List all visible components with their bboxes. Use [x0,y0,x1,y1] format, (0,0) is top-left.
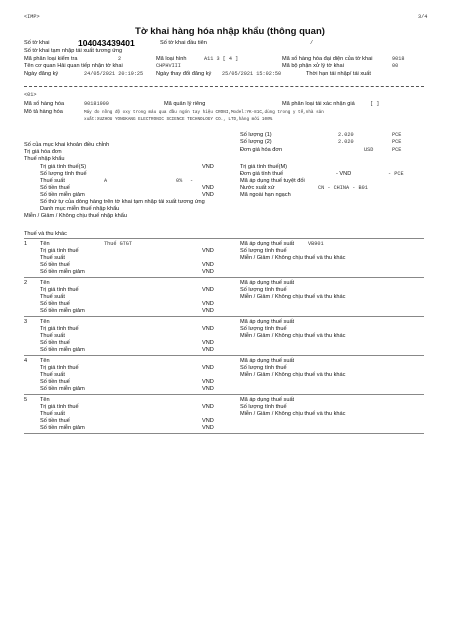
ngay-dang-ky-value: 24/05/2021 20:19:25 [84,71,144,77]
thue-suat-dash: - [190,178,194,184]
don-gia-hoa-don-currency: USD [364,147,374,153]
so-luong-1-label: Số lượng (1) [240,132,272,138]
vnd-1: VND [202,164,214,170]
tax-thue-suat-label: Thuế suất [40,255,65,261]
ma-phan-loai-tai-xac-nhan-value: [ ] [370,101,380,107]
tax-vnd: VND [202,301,214,307]
item-index: <01> [24,92,37,98]
don-gia-tinh-thue-label: Đơn giá tính thuế [240,171,284,177]
tri-gia-tinh-thue-m-label: Trị giá tính thuế(M) [240,164,288,170]
so-muc-khai-khoan-label: Số của mục khai khoản điều chỉnh [24,142,110,148]
ma-so-hang-hoa-dai-dien-label: Mã số hàng hóa đại diện của tờ khai [282,56,373,62]
tri-gia-tinh-thue-s-label: Trị giá tính thuế(S) [40,164,87,170]
tax-vnd: VND [202,340,214,346]
tax-thue-suat-label: Thuế suất [40,333,65,339]
nuoc-xuat-xu-value: CN - CHINA - B01 [318,185,368,191]
tax-thue-suat-label: Thuế suất [40,372,65,378]
tax-so-tien-thue-label: Số tiền thuế [40,418,70,424]
tax-so-tien-thue-label: Số tiền thuế [40,340,70,346]
ma-bo-phan-xu-ly-value: 00 [392,63,399,69]
so-tien-thue-label: Số tiền thuế [40,185,70,191]
tax-row-number: 5 [24,397,28,403]
tax-so-tien-mien-giam-label: Số tiền miễn giảm [40,347,85,353]
so-to-khai-dau-tien-label: Số tờ khai đầu tiên [160,40,207,46]
tax-mien-giam-label: Miễn / Giảm / Không chịu thuế và thu khác [240,294,346,300]
so-to-khai-tam-nhap-label: Số tờ khai tạm nhập tái xuất tương ứng [24,48,123,54]
tax-so-tien-mien-giam-label: Số tiền miễn giảm [40,308,85,314]
tri-gia-tinh-thue-m-cur: - VND [336,171,352,177]
so-luong-1-unit: PCE [392,132,402,138]
so-thu-tu-label: Số thứ tự của dòng hàng trên tờ khai tạm nhập tái xuất tương ứng [40,199,205,205]
so-to-khai-value: 104043439401 [78,38,135,48]
ma-so-hang-hoa-value: 90181900 [84,101,109,107]
don-gia-hoa-don-unit: PCE [392,147,402,153]
so-luong-2-unit: PCE [392,139,402,145]
so-luong-2-value: 2.020 [338,139,354,145]
tax-thue-suat-label: Thuế suất [40,411,65,417]
ma-phan-loai-tai-xac-nhan-label: Mã phân loại tái xác nhận giá [282,101,355,107]
divider [24,238,424,239]
so-tien-mien-giam-label: Số tiền miễn giảm [40,192,85,198]
ma-so-hang-hoa-label: Mã số hàng hóa [24,101,65,107]
tax-row-number: 3 [24,319,28,325]
ma-ap-dung-thue-tuyet-doi-label: Mã áp dụng thuế tuyệt đối [240,178,305,184]
tax-so-tien-mien-giam-label: Số tiền miễn giảm [40,425,85,431]
tax-so-tien-mien-giam-label: Số tiền miễn giảm [40,386,85,392]
tax-vnd: VND [202,365,214,371]
divider [24,86,424,87]
ngay-dang-ky-label: Ngày đăng ký [24,71,59,77]
tax-tri-gia-label: Trị giá tính thuế [40,365,79,371]
ma-quan-ly-rieng-label: Mã quản lý riêng [164,101,206,107]
tax-vnd: VND [202,379,214,385]
tax-vnd: VND [202,418,214,424]
mien-giam-nk-label: Miễn / Giảm / Không chịu thuế nhập khẩu [24,213,127,219]
tax-ma-ap-dung-label: Mã áp dụng thuế suất [240,358,295,364]
tax-ten-label: Tên [40,397,50,403]
ma-loai-hinh-label: Mã loại hình [156,56,187,62]
tax-vnd: VND [202,262,214,268]
tax-so-luong-label: Số lượng tính thuế [240,248,287,254]
tax-tri-gia-label: Trị giá tính thuế [40,404,79,410]
tax-mien-giam-label: Miễn / Giảm / Không chịu thuế và thu khác [240,372,346,378]
tax-ten-value: Thuế GTGT [104,241,133,247]
tax-so-tien-thue-label: Số tiền thuế [40,262,70,268]
vnd-2: VND [202,185,214,191]
ma-phan-loai-kiem-tra-label: Mã phân loại kiểm tra [24,56,78,62]
tax-ma-ap-dung-label: Mã áp dụng thuế suất [240,397,295,403]
thue-suat-value: A [104,178,108,184]
thue-va-thu-khac-label: Thuế và thu khác [24,231,67,237]
ma-so-hang-hoa-dai-dien-value: 9018 [392,56,405,62]
tax-vnd: VND [202,308,214,314]
thoi-han-tai-nhap-label: Thời hạn tái nhập/ tái xuất [306,71,371,77]
tax-tri-gia-label: Trị giá tính thuế [40,287,79,293]
thue-nhap-khau-label: Thuế nhập khẩu [24,156,65,162]
ten-co-quan-hai-quan-label: Tên cơ quan Hải quan tiếp nhận tờ khai [24,63,123,69]
divider [24,316,424,317]
ma-phan-loai-kiem-tra-value: 2 [118,56,122,62]
thue-suat-pct: 0% [176,178,183,184]
tax-so-luong-label: Số lượng tính thuế [240,287,287,293]
tax-ten-label: Tên [40,241,50,247]
tax-ma-ap-dung-label: Mã áp dụng thuế suất [240,280,295,286]
tax-row-number: 4 [24,358,28,364]
tax-thue-suat-label: Thuế suất [40,294,65,300]
tax-tri-gia-label: Trị giá tính thuế [40,326,79,332]
ngay-thay-doi-label: Ngày thay đổi đăng ký [156,71,212,77]
tax-so-luong-label: Số lượng tính thuế [240,365,287,371]
nuoc-xuat-xu-label: Nước xuất xứ [240,185,275,191]
don-gia-hoa-don-label: Đơn giá hóa đơn [240,147,283,153]
vnd-3: VND [202,192,214,198]
tax-mien-giam-label: Miễn / Giảm / Không chịu thuế và thu khác [240,255,346,261]
tax-vnd: VND [202,269,214,275]
ngay-thay-doi-value: 25/05/2021 15:02:50 [222,71,282,77]
tax-row-number: 1 [24,241,28,247]
tax-ma-ap-dung-label: Mã áp dụng thuế suất [240,241,295,247]
divider [24,277,424,278]
ma-bo-phan-xu-ly-label: Mã bộ phận xử lý tờ khai [282,63,344,69]
tax-ma-ap-dung-value: VB901 [308,241,324,247]
form-code: <IMP> [24,14,40,20]
tax-ten-label: Tên [40,319,50,325]
tax-vnd: VND [202,347,214,353]
tax-ma-ap-dung-label: Mã áp dụng thuế suất [240,319,295,325]
mo-ta-line-2: xuất:XUZHOU YONGKANG ELECTRONIC SCIENCE TECHNOLOGY CO., LTD,hàng mới 100% [84,117,273,122]
tax-vnd: VND [202,248,214,254]
ma-loai-hinh-value: A11 3 [ 4 ] [204,56,239,62]
tax-vnd: VND [202,386,214,392]
tax-so-tien-mien-giam-label: Số tiền miễn giảm [40,269,85,275]
page-number: 3/4 [418,14,428,20]
tax-mien-giam-label: Miễn / Giảm / Không chịu thuế và thu khác [240,333,346,339]
so-luong-1-value: 2.020 [338,132,354,138]
tax-row-number: 2 [24,280,28,286]
so-luong-2-label: Số lượng (2) [240,139,272,145]
page-title: Tờ khai hàng hóa nhập khẩu (thông quan) [135,26,325,37]
tax-ten-label: Tên [40,280,50,286]
so-to-khai-dau-tien-value: / [310,40,314,46]
tax-vnd: VND [202,404,214,410]
ten-co-quan-hai-quan-value: CHPHVIII [156,63,181,69]
mo-ta-line-1: Máy đo nồng độ oxy trong máu qua đầu ngón tay hiệu CRONI,Model:YK-81C,dùng trong y tế,nhà sản [84,110,324,115]
tax-vnd: VND [202,326,214,332]
divider [24,394,424,395]
tax-tri-gia-label: Trị giá tính thuế [40,248,79,254]
tax-so-tien-thue-label: Số tiền thuế [40,379,70,385]
tax-ten-label: Tên [40,358,50,364]
mo-ta-label: Mô tả hàng hóa [24,109,63,115]
so-luong-tinh-thue-label: Số lượng tính thuế [40,171,87,177]
tax-vnd: VND [202,425,214,431]
divider [24,433,424,434]
ma-ngoai-han-ngach-label: Mã ngoài hạn ngạch [240,192,291,198]
tax-so-luong-label: Số lượng tính thuế [240,326,287,332]
tax-mien-giam-label: Miễn / Giảm / Không chịu thuế và thu khác [240,411,346,417]
tax-so-luong-label: Số lượng tính thuế [240,404,287,410]
danh-muc-mien-thue-label: Danh mục miễn thuế nhập khẩu [40,206,120,212]
tax-vnd: VND [202,287,214,293]
tri-gia-tinh-thue-m-unit: - PCE [388,171,404,177]
tri-gia-hoa-don-label: Trị giá hóa đơn [24,149,62,155]
thue-suat-label: Thuế suất [40,178,65,184]
so-to-khai-label: Số tờ khai [24,40,50,46]
divider [24,355,424,356]
tax-so-tien-thue-label: Số tiền thuế [40,301,70,307]
